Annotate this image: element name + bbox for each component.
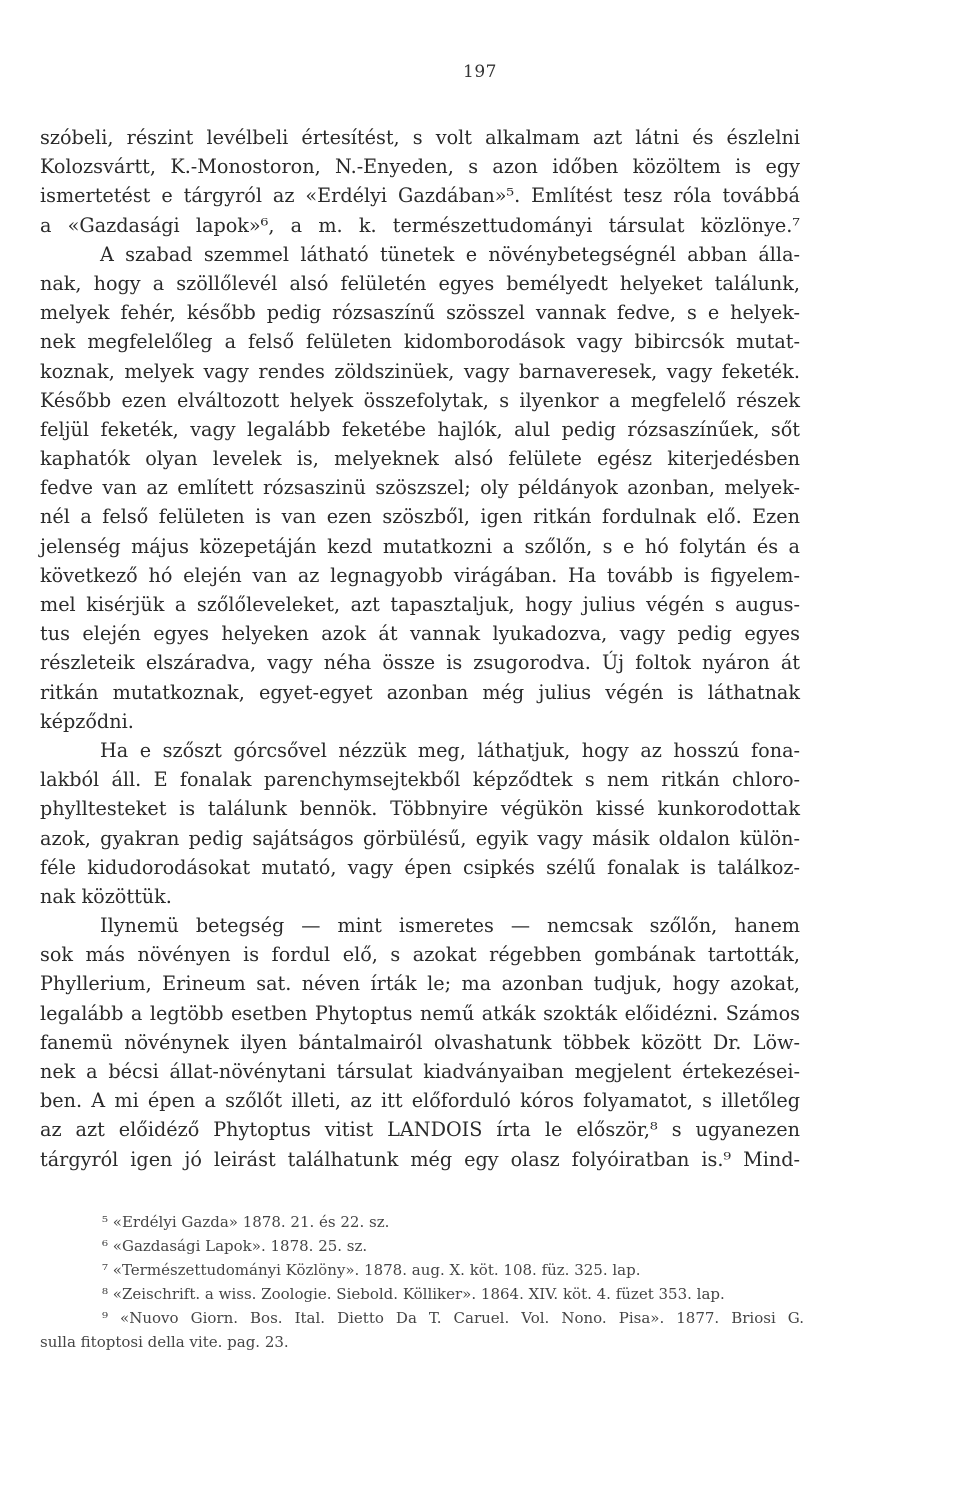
- text-line: mel kisérjük a szőlőleveleket, azt tapasztaljuk, hogy julius végén s augus-: [40, 593, 800, 616]
- text-line: melyek fehér, később pedig rózsaszínű szösszel vannak fedve, s e helyek-: [40, 301, 800, 325]
- text-line: fedve van az említett rózsaszinü szöszszel; oly példányok azonban, melyek-: [40, 476, 800, 500]
- text-line: nél a felső felületen is van ezen szöszből, igen ritkán fordulnak elő. Ezen: [40, 505, 800, 529]
- text-line: nek a bécsi állat-növénytani társulat kiadványaiban megjelent értekezései-: [40, 1060, 800, 1083]
- text-line: fanemü növénynek ilyen bántalmairól olvashatunk többek között Dr. Löw-: [40, 1030, 800, 1054]
- text-line: koznak, melyek vagy rendes zöldszinüek, vagy barnaveresek, vagy feketék.: [40, 359, 800, 383]
- footnote: ⁹ «Nuovo Giorn. Bos. Ital. Dietto Da T. Caruel. Vol. Nono. Pisa». 1877. Briosi G.: [102, 1309, 804, 1327]
- text-line: phylltesteket is találunk bennök. Többnyire végükön kissé kunkorodottak: [40, 797, 800, 821]
- footnote: ⁶ «Gazdasági Lapok». 1878. 25. sz.: [102, 1237, 368, 1255]
- text-line: jelenség május közepetáján kezd mutatkozni a szőlőn, s e hó folytán és a: [40, 534, 800, 558]
- text-line: képződni.: [40, 709, 134, 733]
- text-line: ismertetést e tárgyról az «Erdélyi Gazdában»⁵. Említést tesz róla továbbá: [40, 184, 800, 208]
- text-line: tus elején egyes helyeken azok át vannak lyukadozva, vagy pedig egyes: [40, 622, 800, 646]
- footnote: ⁵ «Erdélyi Gazda» 1878. 21. és 22. sz.: [102, 1213, 390, 1231]
- text-line: tárgyról igen jó leirást találhatunk még egy olasz folyóiratban is.⁹ Mind-: [40, 1147, 800, 1171]
- text-line: azok, gyakran pedig sajátságos görbülésű, egyik vagy másik oldalon külön-: [40, 826, 800, 850]
- text-line: nak közöttük.: [40, 884, 172, 908]
- text-line: következő hó elején van az legnagyobb virágában. Ha tovább is figyelem-: [40, 563, 800, 587]
- page-number: 197: [463, 62, 497, 82]
- text-line: féle kidudorodásokat mutató, vagy épen csipkés szélű fonalak is találkoz-: [40, 855, 800, 879]
- text-line: Phyllerium, Erineum sat. néven írták le; ma azonban tudjuk, hogy azokat,: [40, 972, 800, 996]
- text-line: nek megfelelőleg a felső felületen kidomborodások vagy bibircsók mutat-: [40, 330, 800, 354]
- text-line: legalább a legtöbb esetben Phytoptus nemű atkák szokták előidézni. Számos: [40, 1001, 800, 1025]
- text-line: részleteik elszáradva, vagy néha össze is zsugorodva. Új foltok nyáron át: [40, 651, 800, 675]
- footnotes: [40, 1210, 804, 1354]
- text-line: a «Gazdasági lapok»⁶, a m. k. természettudományi társulat közlönye.⁷: [40, 213, 800, 237]
- text-line: Kolozsvártt, K.-Monostoron, N.-Enyeden, s azon időben közöltem is egy: [40, 155, 800, 179]
- footnote: ⁷ «Természettudományi Közlöny». 1878. aug. X. köt. 108. füz. 325. lap.: [102, 1261, 641, 1279]
- text-line: Ilynemü betegség — mint ismeretes — nemcsak szőlőn, hanem: [100, 914, 800, 938]
- text-line: Később ezen elváltozott helyek összefolytak, s ilyenkor a megfelelő részek: [40, 388, 800, 412]
- text-line: feljül feketék, vagy legalább feketébe hajlók, alul pedig rózsaszínűek, sőt: [40, 417, 800, 441]
- text-line: ritkán mutatkoznak, egyet-egyet azonban még julius végén is láthatnak: [40, 680, 800, 704]
- text-line: lakból áll. E fonalak parenchymsejtekből képződtek s nem ritkán chloro-: [40, 768, 800, 792]
- text-line: Ha e szőszt górcsővel nézzük meg, láthatjuk, hogy az hosszú fona-: [100, 738, 800, 762]
- text-line: kaphatók olyan levelek is, melyeknek alsó felülete egész kiterjedésben: [40, 447, 800, 471]
- footnote: sulla fitoptosi della vite. pag. 23.: [40, 1333, 289, 1351]
- text-line: sok más növényen is fordul elő, s azokat régebben gombának tartották,: [40, 943, 800, 967]
- footnote: ⁸ «Zeischrift. a wiss. Zoologie. Siebold. Kölliker». 1864. XIV. köt. 4. füzet 353. lap.: [102, 1285, 725, 1303]
- text-line: ben. A mi épen a szőlőt illeti, az itt előforduló kóros folyamatot, s illetőleg: [40, 1089, 800, 1113]
- body-text: [40, 123, 800, 1174]
- text-line: nak, hogy a szöllőlevél alsó felületén egyes bemélyedt helyeket találunk,: [40, 271, 800, 295]
- text-line: A szabad szemmel látható tünetek e növénybetegségnél abban álla-: [100, 242, 800, 266]
- text-line: szóbeli, részint levélbeli értesítést, s volt alkalmam azt látni és észlelni: [40, 126, 800, 149]
- text-line: az azt előidéző Phytoptus vitist LANDOIS írta le először,⁸ s ugyanezen: [40, 1118, 800, 1142]
